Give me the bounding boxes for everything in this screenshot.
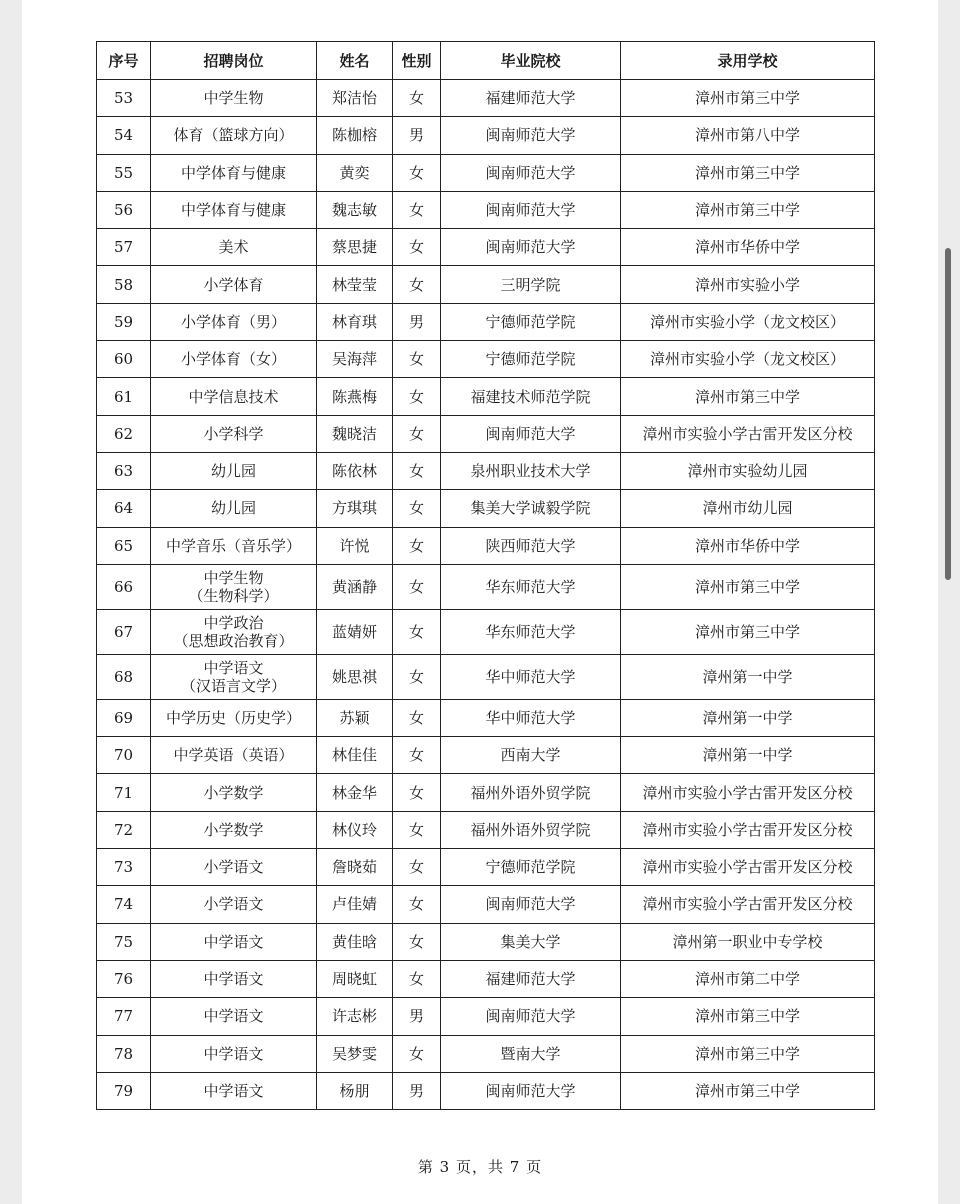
header-index: 序号: [97, 42, 151, 80]
cell-index: 69: [97, 699, 151, 736]
cell-hiring-school: 漳州市第三中学: [621, 564, 875, 609]
cell-hiring-school: 漳州市实验小学古雷开发区分校: [621, 849, 875, 886]
cell-gender: 女: [393, 415, 441, 452]
cell-hiring-school: 漳州市实验幼儿园: [621, 452, 875, 489]
cell-index: 55: [97, 154, 151, 191]
cell-index: 71: [97, 774, 151, 811]
cell-name: 黄佳晗: [317, 923, 393, 960]
table-row: [97, 654, 875, 699]
cell-gender: 女: [393, 564, 441, 609]
cell-index: 60: [97, 341, 151, 378]
cell-graduated-school: 闽南师范大学: [441, 191, 621, 228]
cell-position: 小学语文: [151, 886, 317, 923]
header-hiring-school: 录用学校: [621, 42, 875, 80]
cell-gender: 女: [393, 1035, 441, 1072]
cell-graduated-school: 福建师范大学: [441, 80, 621, 117]
cell-position: 小学体育（男）: [151, 303, 317, 340]
cell-index: 70: [97, 737, 151, 774]
cell-name: 魏晓洁: [317, 415, 393, 452]
cell-hiring-school: 漳州市实验小学古雷开发区分校: [621, 811, 875, 848]
cell-name: 魏志敏: [317, 191, 393, 228]
cell-graduated-school: 闽南师范大学: [441, 415, 621, 452]
cell-hiring-school: 漳州第一中学: [621, 654, 875, 699]
table-row: [97, 886, 875, 923]
cell-name: 林育琪: [317, 303, 393, 340]
table-row: [97, 609, 875, 654]
cell-graduated-school: 宁德师范学院: [441, 303, 621, 340]
cell-gender: 女: [393, 923, 441, 960]
cell-position: 幼儿园: [151, 452, 317, 489]
cell-index: 57: [97, 229, 151, 266]
cell-graduated-school: 暨南大学: [441, 1035, 621, 1072]
table-row: [97, 191, 875, 228]
cell-hiring-school: 漳州第一中学: [621, 737, 875, 774]
cell-index: 54: [97, 117, 151, 154]
cell-hiring-school: 漳州市第八中学: [621, 117, 875, 154]
table-row: [97, 564, 875, 609]
cell-graduated-school: 集美大学诚毅学院: [441, 490, 621, 527]
cell-gender: 女: [393, 699, 441, 736]
cell-gender: 男: [393, 303, 441, 340]
table-row: [97, 266, 875, 303]
cell-hiring-school: 漳州市实验小学（龙文校区）: [621, 303, 875, 340]
cell-position: 中学历史（历史学）: [151, 699, 317, 736]
table-row: [97, 229, 875, 266]
cell-gender: 女: [393, 774, 441, 811]
cell-graduated-school: 华东师范大学: [441, 609, 621, 654]
cell-position: 美术: [151, 229, 317, 266]
cell-graduated-school: 福建师范大学: [441, 960, 621, 997]
cell-position: 中学生物: [151, 80, 317, 117]
cell-hiring-school: 漳州市实验小学古雷开发区分校: [621, 415, 875, 452]
cell-name: 陈燕梅: [317, 378, 393, 415]
cell-position: 中学体育与健康: [151, 154, 317, 191]
recruitment-table: [96, 41, 875, 1110]
cell-index: 78: [97, 1035, 151, 1072]
cell-graduated-school: 福建技术师范学院: [441, 378, 621, 415]
cell-hiring-school: 漳州市第三中学: [621, 154, 875, 191]
table-row: [97, 80, 875, 117]
cell-position: 幼儿园: [151, 490, 317, 527]
cell-graduated-school: 三明学院: [441, 266, 621, 303]
cell-hiring-school: 漳州市第三中学: [621, 998, 875, 1035]
cell-hiring-school: 漳州市第三中学: [621, 1072, 875, 1109]
cell-position: 中学体育与健康: [151, 191, 317, 228]
cell-hiring-school: 漳州市第三中学: [621, 1035, 875, 1072]
cell-index: 59: [97, 303, 151, 340]
cell-name: 许志彬: [317, 998, 393, 1035]
cell-graduated-school: 华东师范大学: [441, 564, 621, 609]
cell-graduated-school: 泉州职业技术大学: [441, 452, 621, 489]
cell-graduated-school: 闽南师范大学: [441, 117, 621, 154]
cell-position: 体育（篮球方向）: [151, 117, 317, 154]
table-row: [97, 452, 875, 489]
table-row: [97, 341, 875, 378]
cell-position: 中学语文: [151, 998, 317, 1035]
cell-gender: 女: [393, 452, 441, 489]
table-row: [97, 923, 875, 960]
header-gender: 性别: [393, 42, 441, 80]
cell-hiring-school: 漳州市第三中学: [621, 191, 875, 228]
cell-gender: 女: [393, 229, 441, 266]
cell-name: 詹晓茹: [317, 849, 393, 886]
cell-name: 林仪玲: [317, 811, 393, 848]
cell-index: 76: [97, 960, 151, 997]
cell-index: 75: [97, 923, 151, 960]
cell-graduated-school: 闽南师范大学: [441, 886, 621, 923]
cell-name: 蓝婧妍: [317, 609, 393, 654]
cell-gender: 女: [393, 960, 441, 997]
cell-gender: 男: [393, 998, 441, 1035]
cell-gender: 女: [393, 886, 441, 923]
cell-position: 小学体育: [151, 266, 317, 303]
cell-name: 陈依林: [317, 452, 393, 489]
cell-gender: 女: [393, 490, 441, 527]
cell-name: 林佳佳: [317, 737, 393, 774]
cell-index: 63: [97, 452, 151, 489]
header-position: 招聘岗位: [151, 42, 317, 80]
cell-gender: 女: [393, 811, 441, 848]
cell-position: 中学语文: [151, 1035, 317, 1072]
table-row: [97, 737, 875, 774]
cell-hiring-school: 漳州市第三中学: [621, 609, 875, 654]
cell-gender: 女: [393, 341, 441, 378]
cell-name: 杨朋: [317, 1072, 393, 1109]
cell-name: 陈枷榕: [317, 117, 393, 154]
cell-index: 58: [97, 266, 151, 303]
cell-graduated-school: 闽南师范大学: [441, 998, 621, 1035]
table-row: [97, 527, 875, 564]
cell-name: 林莹莹: [317, 266, 393, 303]
cell-name: 姚思祺: [317, 654, 393, 699]
page-footer: 第 3 页，共 7 页: [417, 1158, 543, 1176]
table-row: [97, 303, 875, 340]
cell-hiring-school: 漳州市实验小学古雷开发区分校: [621, 774, 875, 811]
cell-graduated-school: 闽南师范大学: [441, 1072, 621, 1109]
cell-index: 73: [97, 849, 151, 886]
cell-graduated-school: 闽南师范大学: [441, 229, 621, 266]
cell-position: 中学信息技术: [151, 378, 317, 415]
cell-gender: 男: [393, 1072, 441, 1109]
cell-name: 卢佳婧: [317, 886, 393, 923]
cell-graduated-school: 华中师范大学: [441, 654, 621, 699]
cell-index: 77: [97, 998, 151, 1035]
cell-index: 79: [97, 1072, 151, 1109]
cell-position: 小学科学: [151, 415, 317, 452]
cell-gender: 女: [393, 154, 441, 191]
cell-gender: 女: [393, 609, 441, 654]
cell-position: 中学语文: [151, 960, 317, 997]
table-row: [97, 1035, 875, 1072]
table-row: [97, 1072, 875, 1109]
cell-index: 74: [97, 886, 151, 923]
cell-graduated-school: 福州外语外贸学院: [441, 811, 621, 848]
cell-graduated-school: 福州外语外贸学院: [441, 774, 621, 811]
header-name: 姓名: [317, 42, 393, 80]
cell-index: 67: [97, 609, 151, 654]
cell-hiring-school: 漳州市华侨中学: [621, 527, 875, 564]
cell-graduated-school: 陕西师范大学: [441, 527, 621, 564]
cell-name: 黄涵静: [317, 564, 393, 609]
cell-index: 61: [97, 378, 151, 415]
cell-gender: 女: [393, 266, 441, 303]
cell-position: 中学语文 （汉语言文学）: [151, 654, 317, 699]
cell-name: 黄奕: [317, 154, 393, 191]
cell-index: 68: [97, 654, 151, 699]
cell-index: 72: [97, 811, 151, 848]
cell-hiring-school: 漳州市第二中学: [621, 960, 875, 997]
cell-hiring-school: 漳州市第三中学: [621, 378, 875, 415]
cell-position: 中学政治 （思想政治教育）: [151, 609, 317, 654]
cell-index: 56: [97, 191, 151, 228]
cell-gender: 男: [393, 117, 441, 154]
cell-position: 小学体育（女）: [151, 341, 317, 378]
cell-hiring-school: 漳州市实验小学: [621, 266, 875, 303]
cell-graduated-school: 华中师范大学: [441, 699, 621, 736]
cell-gender: 女: [393, 849, 441, 886]
cell-position: 小学数学: [151, 774, 317, 811]
cell-name: 蔡思捷: [317, 229, 393, 266]
cell-gender: 女: [393, 378, 441, 415]
cell-gender: 女: [393, 191, 441, 228]
cell-gender: 女: [393, 654, 441, 699]
cell-graduated-school: 闽南师范大学: [441, 154, 621, 191]
table-row: [97, 154, 875, 191]
cell-graduated-school: 西南大学: [441, 737, 621, 774]
cell-position: 小学语文: [151, 849, 317, 886]
cell-name: 郑洁怡: [317, 80, 393, 117]
scrollbar-thumb[interactable]: [945, 248, 951, 580]
cell-name: 林金华: [317, 774, 393, 811]
table-row: [97, 378, 875, 415]
cell-hiring-school: 漳州第一职业中专学校: [621, 923, 875, 960]
table-header-row: [97, 42, 875, 80]
cell-index: 62: [97, 415, 151, 452]
cell-hiring-school: 漳州市实验小学（龙文校区）: [621, 341, 875, 378]
cell-gender: 女: [393, 80, 441, 117]
cell-position: 中学生物 （生物科学）: [151, 564, 317, 609]
cell-position: 中学语文: [151, 923, 317, 960]
cell-name: 周晓虹: [317, 960, 393, 997]
table-row: [97, 960, 875, 997]
cell-position: 小学数学: [151, 811, 317, 848]
cell-name: 吴海萍: [317, 341, 393, 378]
cell-position: 中学音乐（音乐学）: [151, 527, 317, 564]
table-row: [97, 998, 875, 1035]
cell-hiring-school: 漳州市幼儿园: [621, 490, 875, 527]
cell-name: 许悦: [317, 527, 393, 564]
cell-name: 吴梦雯: [317, 1035, 393, 1072]
cell-hiring-school: 漳州第一中学: [621, 699, 875, 736]
cell-position: 中学语文: [151, 1072, 317, 1109]
header-graduated-school: 毕业院校: [441, 42, 621, 80]
table-row: [97, 849, 875, 886]
cell-index: 64: [97, 490, 151, 527]
cell-graduated-school: 宁德师范学院: [441, 341, 621, 378]
table-row: [97, 699, 875, 736]
cell-index: 53: [97, 80, 151, 117]
cell-hiring-school: 漳州市华侨中学: [621, 229, 875, 266]
cell-name: 方琪琪: [317, 490, 393, 527]
cell-graduated-school: 宁德师范学院: [441, 849, 621, 886]
cell-hiring-school: 漳州市第三中学: [621, 80, 875, 117]
table-row: [97, 811, 875, 848]
cell-index: 66: [97, 564, 151, 609]
cell-index: 65: [97, 527, 151, 564]
cell-graduated-school: 集美大学: [441, 923, 621, 960]
table-row: [97, 117, 875, 154]
cell-gender: 女: [393, 527, 441, 564]
cell-hiring-school: 漳州市实验小学古雷开发区分校: [621, 886, 875, 923]
cell-position: 中学英语（英语）: [151, 737, 317, 774]
cell-name: 苏颖: [317, 699, 393, 736]
cell-gender: 女: [393, 737, 441, 774]
table-row: [97, 774, 875, 811]
table-row: [97, 490, 875, 527]
table-row: [97, 415, 875, 452]
